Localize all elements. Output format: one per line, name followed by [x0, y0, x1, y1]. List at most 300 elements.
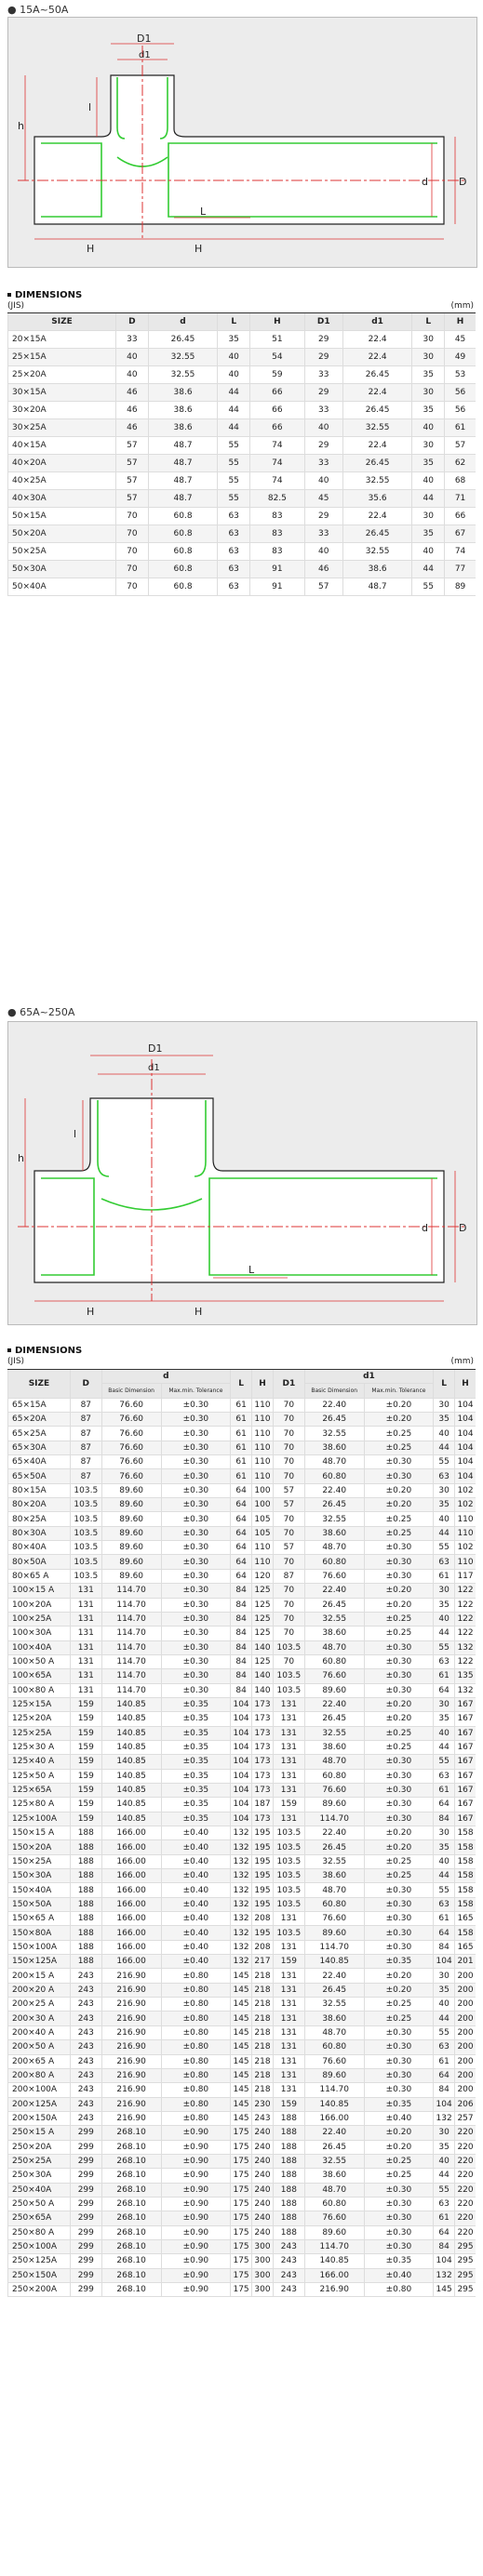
table-cell: 299	[70, 2268, 101, 2282]
table-row	[8, 508, 476, 525]
table-cell: 76.60	[101, 1427, 161, 1441]
table-cell: 216.90	[101, 2025, 161, 2039]
tee-drawing-1	[8, 18, 476, 267]
table-cell: 240	[252, 2169, 274, 2183]
table-cell: 44	[412, 561, 445, 578]
table-cell: 60.80	[304, 1555, 364, 1569]
table-cell: 132	[434, 2268, 455, 2282]
table-cell: ±0.30	[161, 1555, 231, 1569]
table-row	[8, 1483, 476, 1497]
table-cell: ±0.80	[161, 2012, 231, 2025]
table-cell: 87	[70, 1398, 101, 1412]
table-cell: 104	[455, 1441, 476, 1454]
table-cell: 32.55	[304, 1512, 364, 1526]
table-cell: 216.90	[304, 2283, 364, 2297]
table-row	[8, 1441, 476, 1454]
table-cell: 208	[252, 1912, 274, 1926]
table-cell: 132	[231, 1869, 252, 1883]
table-cell: 67	[445, 525, 476, 543]
table-cell: 84	[231, 1612, 252, 1626]
table-cell: 100	[252, 1483, 274, 1497]
table-cell: 40	[218, 366, 250, 384]
table-cell: 84	[434, 2239, 455, 2253]
table-cell: ±0.40	[364, 2268, 434, 2282]
table-row	[8, 349, 476, 366]
table-cell: 22.4	[342, 331, 412, 349]
table-cell: 61	[434, 1669, 455, 1683]
table-cell: ±0.30	[161, 1483, 231, 1497]
table-cell: 145	[231, 2097, 252, 2111]
table-cell: 140.85	[101, 1726, 161, 1740]
size-cell: 125×20A	[8, 1712, 71, 1726]
table-cell: 300	[252, 2268, 274, 2282]
table-cell: ±0.40	[161, 1826, 231, 1840]
table-row	[8, 1883, 476, 1897]
table-row	[8, 1726, 476, 1740]
table-row	[8, 1998, 476, 2012]
table-cell: 114.70	[101, 1669, 161, 1683]
table-cell: 55	[434, 1455, 455, 1469]
table-cell: ±0.30	[364, 1541, 434, 1555]
table-cell: 145	[231, 1969, 252, 1983]
table-cell: 35	[412, 402, 445, 419]
table-cell: ±0.80	[364, 2283, 434, 2297]
table-cell: 104	[231, 1769, 252, 1783]
size-cell: 150×30A	[8, 1869, 71, 1883]
size-cell: 250×25A	[8, 2154, 71, 2168]
table-cell: 145	[434, 2283, 455, 2297]
size-cell: 80×20A	[8, 1498, 71, 1512]
table-cell: 60.8	[148, 561, 218, 578]
table-cell: 125	[252, 1584, 274, 1598]
table-cell: 29	[304, 384, 342, 402]
table-cell: 216.90	[101, 2083, 161, 2097]
table-cell: 114.70	[101, 1612, 161, 1626]
table-cell: ±0.25	[364, 1441, 434, 1454]
table-cell: 104	[455, 1398, 476, 1412]
table-cell: 188	[273, 2140, 304, 2154]
table-cell: 159	[70, 1726, 101, 1740]
table-cell: 26.45	[148, 331, 218, 349]
table-cell: 159	[70, 1769, 101, 1783]
table-cell: 32.55	[148, 349, 218, 366]
size-cell: 200×125A	[8, 2097, 71, 2111]
table-cell: 173	[252, 1755, 274, 1769]
table-cell: 30	[434, 1584, 455, 1598]
size-cell: 100×65A	[8, 1669, 71, 1683]
table-cell: 48.70	[304, 2025, 364, 2039]
table-cell: 132	[231, 1840, 252, 1854]
label-H-left: H	[87, 1306, 95, 1318]
table-cell: 103.5	[70, 1555, 101, 1569]
table-cell: 60.8	[148, 543, 218, 561]
dimensions-heading-1: DIMENSIONS	[7, 290, 82, 300]
table-cell: ±0.90	[161, 2283, 231, 2297]
table-row	[8, 525, 476, 543]
size-cell: 65×20A	[8, 1413, 71, 1427]
table-cell: 61	[434, 2054, 455, 2068]
table-cell: ±0.20	[364, 1498, 434, 1512]
size-cell: 125×30 A	[8, 1740, 71, 1754]
table-cell: 64	[231, 1512, 252, 1526]
table-cell: 140.85	[304, 1955, 364, 1969]
table-cell: 60.8	[148, 525, 218, 543]
table-cell: 243	[70, 2040, 101, 2054]
table-cell: 44	[218, 402, 250, 419]
table-cell: 131	[273, 2068, 304, 2082]
table-cell: 268.10	[101, 2197, 161, 2211]
label-D1: D1	[137, 33, 152, 45]
table-cell: ±0.30	[364, 1912, 434, 1926]
size-cell: 125×50 A	[8, 1769, 71, 1783]
size-cell: 25×20A	[8, 366, 116, 384]
table-cell: 64	[231, 1555, 252, 1569]
table-cell: ±0.30	[364, 1555, 434, 1569]
table-cell: ±0.30	[161, 1398, 231, 1412]
table-cell: 175	[231, 2169, 252, 2183]
table-row	[8, 1912, 476, 1926]
table-cell: 30	[412, 437, 445, 455]
table-cell: ±0.25	[364, 1854, 434, 1868]
table-cell: ±0.35	[161, 1726, 231, 1740]
table-cell: 48.7	[148, 472, 218, 490]
unit-label-1: (mm)	[450, 301, 474, 311]
label-l: l	[88, 101, 92, 113]
table-cell: 167	[455, 1783, 476, 1797]
size-cell: 100×40A	[8, 1640, 71, 1654]
table-cell: 30	[412, 349, 445, 366]
table-row	[8, 2025, 476, 2039]
size-cell: 80×50A	[8, 1555, 71, 1569]
table-cell: 22.40	[304, 2126, 364, 2140]
table-cell: ±0.35	[161, 1769, 231, 1783]
table-cell: 63	[434, 2040, 455, 2054]
table-cell: ±0.90	[161, 2254, 231, 2268]
table-cell: 240	[252, 2183, 274, 2197]
table-cell: 83	[250, 508, 305, 525]
table-cell: 110	[455, 1555, 476, 1569]
table-cell: 64	[434, 2068, 455, 2082]
dimensions-heading-2: DIMENSIONS	[7, 1346, 82, 1356]
table-cell: ±0.30	[364, 2197, 434, 2211]
table-row	[8, 2211, 476, 2225]
table-row	[8, 1812, 476, 1826]
table-cell: 218	[252, 2083, 274, 2097]
table-cell: ±0.90	[161, 2225, 231, 2239]
table-cell: ±0.20	[364, 1584, 434, 1598]
table-cell: 55	[434, 1541, 455, 1555]
size-cell: 250×50 A	[8, 2197, 71, 2211]
table-cell: 110	[455, 1526, 476, 1540]
table-cell: 63	[218, 543, 250, 561]
size-cell: 200×80 A	[8, 2068, 71, 2082]
table-cell: ±0.40	[161, 1840, 231, 1854]
table-cell: 84	[231, 1598, 252, 1612]
table-cell: 63	[218, 561, 250, 578]
table-cell: 49	[445, 349, 476, 366]
table-cell: 40	[434, 1726, 455, 1740]
table-cell: 89.60	[101, 1483, 161, 1497]
table-cell: 44	[434, 1441, 455, 1454]
table-row	[8, 2254, 476, 2268]
table-cell: 38.6	[342, 561, 412, 578]
table-cell: 60.8	[148, 578, 218, 596]
table-cell: 159	[273, 2097, 304, 2111]
table-cell: 22.4	[342, 437, 412, 455]
table-cell: 103.5	[273, 1883, 304, 1897]
table-cell: 240	[252, 2140, 274, 2154]
table-cell: 104	[434, 2097, 455, 2111]
label-H-right: H	[195, 243, 203, 255]
table-cell: ±0.35	[161, 1712, 231, 1726]
table-cell: ±0.40	[161, 1926, 231, 1940]
table-cell: 40	[434, 1998, 455, 2012]
table-cell: 132	[231, 1854, 252, 1868]
table-cell: 64	[231, 1498, 252, 1512]
table-cell: ±0.80	[161, 2054, 231, 2068]
table-cell: 40	[304, 419, 342, 437]
table-cell: ±0.40	[364, 2111, 434, 2125]
table-cell: 140.85	[101, 1697, 161, 1711]
table-cell: 268.10	[101, 2183, 161, 2197]
table-cell: 173	[252, 1740, 274, 1754]
table-cell: 57	[445, 437, 476, 455]
table-cell: 103.5	[273, 1840, 304, 1854]
table-cell: 132	[231, 1926, 252, 1940]
size-cell: 250×30A	[8, 2169, 71, 2183]
table-cell: ±0.40	[161, 1869, 231, 1883]
table-cell: 140.85	[304, 2097, 364, 2111]
table-cell: 33	[304, 455, 342, 472]
table-cell: ±0.30	[161, 1683, 231, 1697]
table-cell: 48.7	[342, 578, 412, 596]
size-cell: 125×80 A	[8, 1798, 71, 1812]
label-D: D	[459, 1222, 467, 1234]
table-cell: 40	[434, 2154, 455, 2168]
table-cell: 104	[455, 1455, 476, 1469]
table-cell: 70	[116, 578, 149, 596]
table-cell: 188	[273, 2183, 304, 2197]
label-h: h	[18, 120, 24, 132]
label-d: d	[422, 1222, 428, 1234]
table-cell: 268.10	[101, 2140, 161, 2154]
table-cell: 165	[455, 1912, 476, 1926]
table-cell: 84	[231, 1654, 252, 1668]
table-row	[8, 2012, 476, 2025]
table-cell: ±0.30	[161, 1455, 231, 1469]
table-cell: 131	[70, 1627, 101, 1640]
table-cell: ±0.25	[364, 1998, 434, 2012]
table-cell: 299	[70, 2239, 101, 2253]
table-cell: 38.6	[148, 384, 218, 402]
table-cell: ±0.30	[364, 1769, 434, 1783]
label-d: d	[422, 176, 428, 188]
table-cell: 200	[455, 2040, 476, 2054]
table-cell: 22.40	[304, 1398, 364, 1412]
table-cell: ±0.25	[364, 1869, 434, 1883]
table-cell: 195	[252, 1869, 274, 1883]
unit-label-2: (mm)	[450, 1357, 474, 1366]
table-cell: 30	[412, 508, 445, 525]
table-cell: 61	[434, 1783, 455, 1797]
table-cell: 45	[445, 331, 476, 349]
table-cell: 57	[116, 472, 149, 490]
table-cell: 22.40	[304, 1826, 364, 1840]
table-row	[8, 543, 476, 561]
table-cell: 132	[455, 1683, 476, 1697]
table-cell: 175	[231, 2183, 252, 2197]
table-row	[8, 1869, 476, 1883]
table-cell: 83	[250, 525, 305, 543]
table-cell: 44	[434, 1740, 455, 1754]
table-cell: 140.85	[101, 1798, 161, 1812]
table-cell: 117	[455, 1569, 476, 1583]
table-cell: 104	[455, 1469, 476, 1483]
table-row	[8, 1640, 476, 1654]
table-row	[8, 1669, 476, 1683]
size-cell: 30×20A	[8, 402, 116, 419]
size-cell: 150×100A	[8, 1940, 71, 1954]
table-cell: 167	[455, 1798, 476, 1812]
table-cell: 103.5	[70, 1512, 101, 1526]
table-cell: 30	[434, 2126, 455, 2140]
table-cell: 84	[434, 1940, 455, 1954]
table-cell: ±0.30	[161, 1526, 231, 1540]
size-cell: 25×15A	[8, 349, 116, 366]
table-cell: 38.60	[304, 1740, 364, 1754]
label-H-right: H	[195, 1306, 203, 1318]
table-cell: ±0.25	[364, 2012, 434, 2025]
table-cell: 188	[70, 1912, 101, 1926]
table-cell: 30	[412, 331, 445, 349]
table-cell: ±0.90	[161, 2154, 231, 2168]
table-cell: 22.40	[304, 1584, 364, 1598]
table-cell: 100	[252, 1498, 274, 1512]
table-cell: 38.60	[304, 1627, 364, 1640]
table-cell: ±0.30	[364, 1469, 434, 1483]
table-cell: ±0.20	[364, 2140, 434, 2154]
size-cell: 200×15 A	[8, 1969, 71, 1983]
tee-drawing-2	[8, 1022, 476, 1324]
size-cell: 80×30A	[8, 1526, 71, 1540]
table-cell: 84	[434, 1812, 455, 1826]
table-row	[8, 437, 476, 455]
table-cell: 89.60	[304, 1683, 364, 1697]
table-cell: 64	[434, 1683, 455, 1697]
table-cell: 125	[252, 1612, 274, 1626]
table-cell: 175	[231, 2268, 252, 2282]
table-cell: 114.70	[101, 1654, 161, 1668]
table-cell: 84	[231, 1669, 252, 1683]
table-cell: 104	[455, 1427, 476, 1441]
header-row	[8, 1370, 476, 1384]
table-cell: ±0.90	[161, 2140, 231, 2154]
table-cell: 61	[231, 1441, 252, 1454]
table-cell: 158	[455, 1897, 476, 1911]
table-cell: 38.60	[304, 2012, 364, 2025]
table-cell: 200	[455, 2012, 476, 2025]
table-cell: 159	[70, 1740, 101, 1754]
table-cell: 167	[455, 1769, 476, 1783]
table-cell: 40	[218, 349, 250, 366]
table-cell: 64	[434, 2225, 455, 2239]
table-row	[8, 1955, 476, 1969]
table-cell: 125	[252, 1627, 274, 1640]
table-cell: 216.90	[101, 2097, 161, 2111]
table-cell: 82.5	[250, 490, 305, 508]
table-cell: 257	[455, 2111, 476, 2125]
column-header: L	[231, 1370, 252, 1399]
square-bullet-icon	[7, 293, 11, 297]
table-cell: 188	[70, 1926, 101, 1940]
table-row	[8, 402, 476, 419]
table-cell: 64	[231, 1526, 252, 1540]
table-cell: 70	[116, 543, 149, 561]
table-cell: 173	[252, 1769, 274, 1783]
table-cell: 158	[455, 1883, 476, 1897]
table-row	[8, 1740, 476, 1754]
table-cell: ±0.30	[364, 1683, 434, 1697]
table-cell: 268.10	[101, 2268, 161, 2282]
table-cell: 60.8	[148, 508, 218, 525]
label-d1: d1	[148, 1063, 160, 1073]
table-row	[8, 2268, 476, 2282]
table-row	[8, 1398, 476, 1412]
label-D: D	[459, 176, 467, 188]
table-cell: 102	[455, 1541, 476, 1555]
table-row	[8, 1526, 476, 1540]
size-cell: 250×125A	[8, 2254, 71, 2268]
column-header: d1	[342, 313, 412, 331]
table-cell: 120	[252, 1569, 274, 1583]
table-cell: 145	[231, 1983, 252, 1997]
table-cell: 32.55	[304, 1612, 364, 1626]
table-cell: 114.70	[304, 2083, 364, 2097]
table-cell: 167	[455, 1812, 476, 1826]
table-cell: ±0.30	[364, 2040, 434, 2054]
table-cell: 243	[70, 1998, 101, 2012]
table-cell: ±0.30	[364, 1897, 434, 1911]
table-cell: 55	[218, 455, 250, 472]
table-cell: 114.70	[101, 1683, 161, 1697]
table-cell: 102	[455, 1498, 476, 1512]
table-cell: 22.40	[304, 1483, 364, 1497]
square-bullet-icon	[7, 1348, 11, 1352]
table-cell: ±0.30	[161, 1640, 231, 1654]
diagram-2	[7, 1021, 477, 1325]
table-cell: 104	[231, 1726, 252, 1740]
table-cell: 299	[70, 2169, 101, 2183]
table-cell: 87	[70, 1455, 101, 1469]
table-cell: ±0.30	[161, 1612, 231, 1626]
table-cell: 173	[252, 1697, 274, 1711]
table-cell: 105	[252, 1526, 274, 1540]
table-cell: 131	[273, 2040, 304, 2054]
table-cell: 195	[252, 1840, 274, 1854]
table-cell: 243	[70, 2012, 101, 2025]
table-cell: 218	[252, 1983, 274, 1997]
table-cell: 57	[116, 437, 149, 455]
table-row	[8, 2140, 476, 2154]
table-cell: 104	[231, 1755, 252, 1769]
table-cell: 195	[252, 1826, 274, 1840]
table-cell: ±0.25	[364, 1726, 434, 1740]
table-cell: ±0.30	[161, 1469, 231, 1483]
size-cell: 50×25A	[8, 543, 116, 561]
table-cell: 70	[273, 1627, 304, 1640]
table-cell: ±0.25	[364, 2169, 434, 2183]
table-cell: 175	[231, 2283, 252, 2297]
